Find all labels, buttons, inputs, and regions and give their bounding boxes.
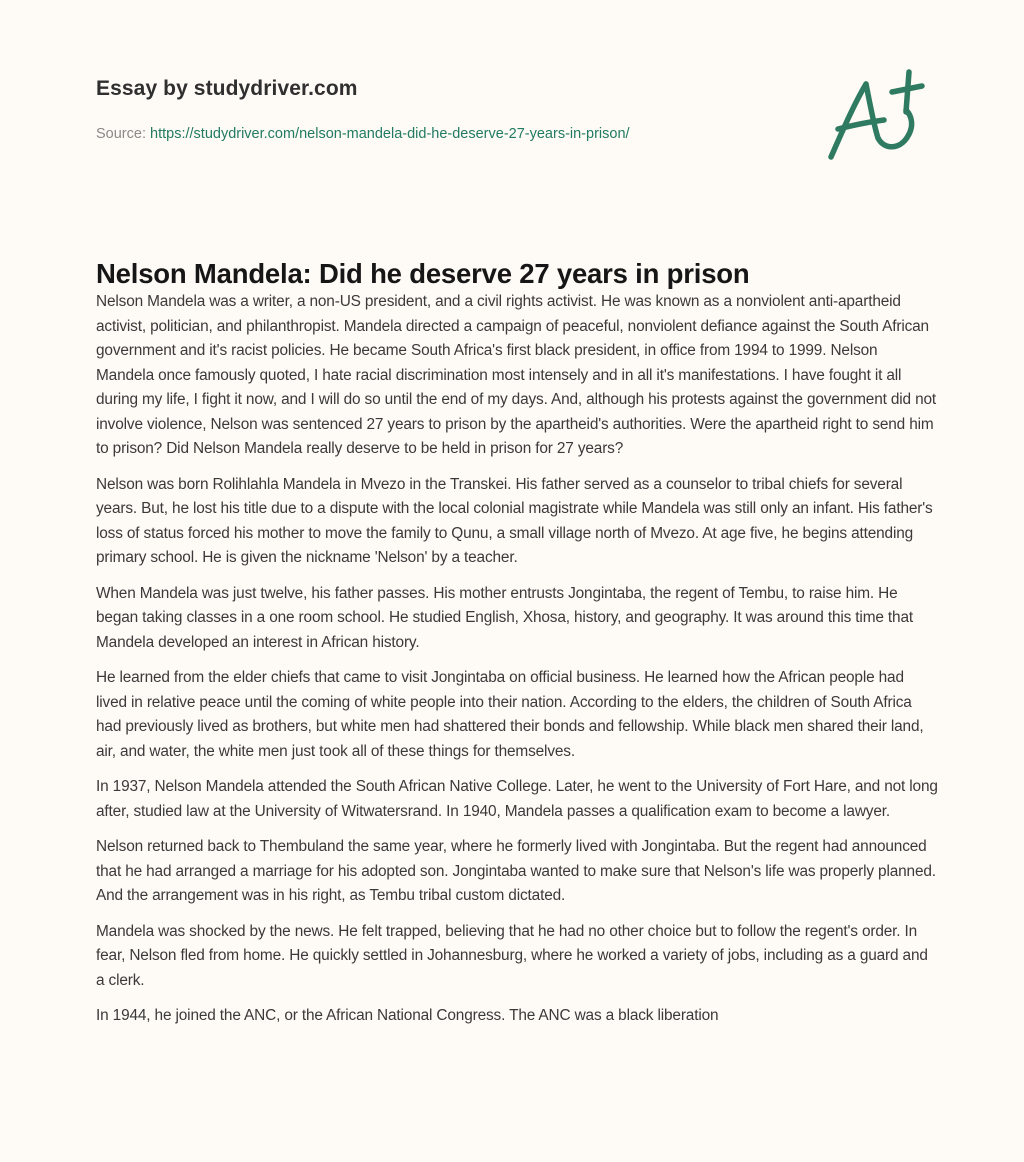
essay-paragraph: Mandela was shocked by the news. He felt trapped, believing that he had no other choice but to follow the regent's order. In fear, Nelson fled from home. He quickly settled in Johannesburg, where he worked a variety of jobs, including as a guard and a clerk. <box>96 922 928 989</box>
source-link[interactable]: https://studydriver.com/nelson-mandela-did-he-deserve-27-years-in-prison/ <box>150 126 630 142</box>
essay-paragraph: Nelson returned back to Thembuland the same year, where he formerly lived with Jongintaba. But the regent had announced that he had arranged a marriage for his adopted son. Jongintaba wanted to make sure that Nelson's life was properly planned. And the arrangement was in his right, as Tembu tribal custom dictated. <box>96 838 936 904</box>
source-label: Source: <box>96 126 146 142</box>
essay-paragraph: In 1937, Nelson Mandela attended the South African Native College. Later, he went to the University of Fort Hare, and not long after, studied law at the University of Witwatersrand. In 1940, Mandela passes a qualification exam to become a lawyer. <box>96 778 938 820</box>
essay-body <box>96 290 938 1040</box>
essay-paragraph: He learned from the elder chiefs that came to visit Jongintaba on official business. He learned how the African people had lived in relative peace until the coming of white people into their nation. According to the elders, the children of South Africa had previously lived as brothers, but white men had shattered their bonds and fellowship. While black men shared their land, air, and water, the white men just took all of these things for themselves. <box>96 669 924 760</box>
site-title: Essay by studydriver.com <box>96 77 358 100</box>
essay-title: Nelson Mandela: Did he deserve 27 years in prison <box>96 258 750 289</box>
essay-paragraph: Nelson was born Rolihlahla Mandela in Mvezo in the Transkei. His father served as a counselor to tribal chiefs for several years. But, he lost his title due to a dispute with the local colonial magistrate while Mandela was still only an infant. His father's loss of status forced his mother to move the family to Qunu, a small village north of Mvezo. At age five, he begins attending primary school. He is given the nickname 'Nelson' by a teacher. <box>96 475 933 566</box>
essay-paragraph: In 1944, he joined the ANC, or the African National Congress. The ANC was a black liberation <box>96 1007 719 1024</box>
page-header <box>96 74 736 144</box>
essay-paragraph: When Mandela was just twelve, his father passes. His mother entrusts Jongintaba, the regent of Tembu, to raise him. He began taking classes in a one room school. He studied English, Xhosa, history, and geography. It was around this time that Mandela developed an interest in African history. <box>96 584 913 651</box>
source-line <box>96 124 736 144</box>
essay-paragraph: Nelson Mandela was a writer, a non-US president, and a civil rights activist. He was known as a nonviolent anti-apartheid activist, politician, and philanthropist. Mandela directed a campaign of peaceful, nonviolent defiance against the South African government and it's racist policies. He became South Africa's first black president, in office from 1994 to 1999. Nelson Mandela once famously quoted, I hate racial discrimination most intensely and in all it's manifestations. I have fought it all during my life, I fight it now, and I will do so until the end of my days. And, although his protests against the government did not involve violence, Nelson was sentenced 27 years to prison by the apartheid's authorities. Were the apartheid right to send him to prison? Did Nelson Mandela really deserve to be held in prison for 27 years? <box>96 293 937 457</box>
a-plus-grade-icon <box>818 64 930 168</box>
